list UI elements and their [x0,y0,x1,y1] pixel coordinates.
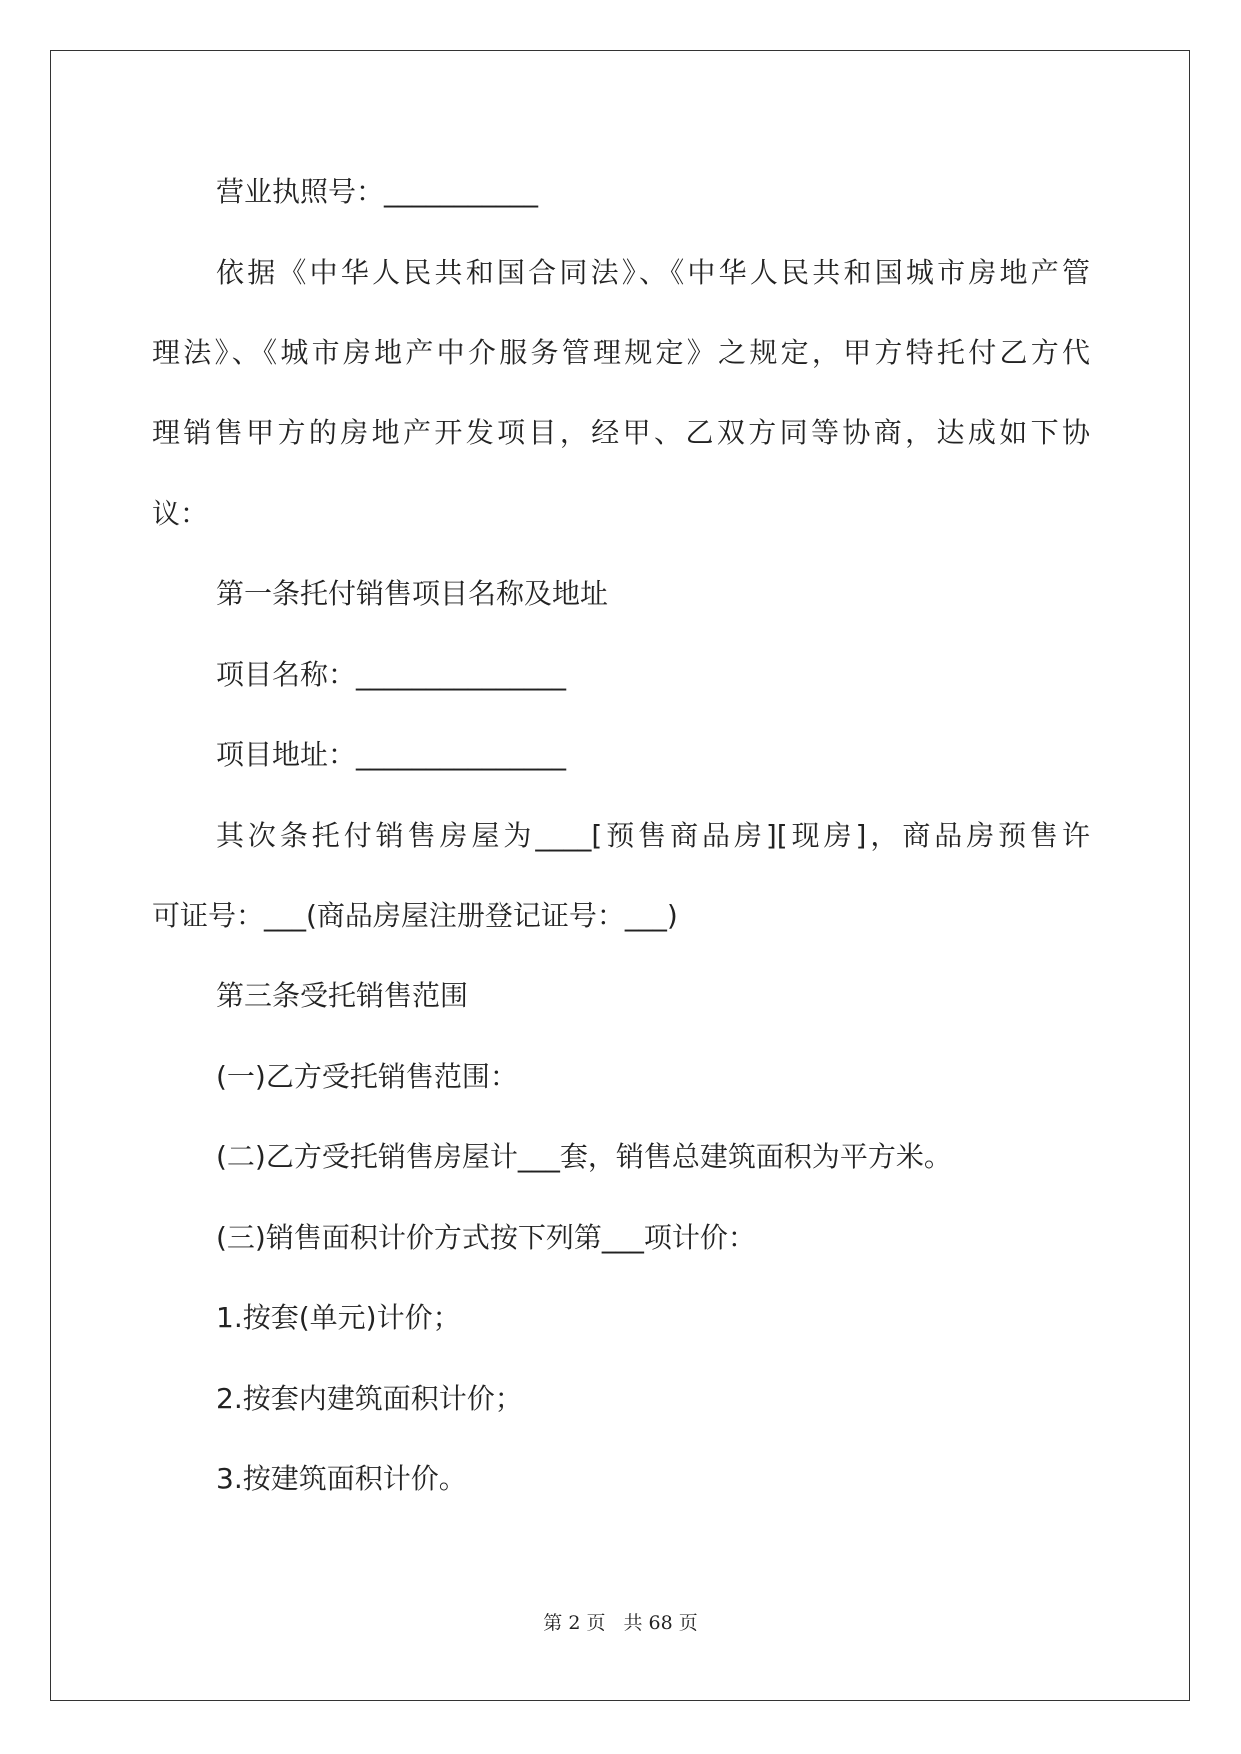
project-name-line: 项目名称：_______________ [216,658,567,691]
article-3-heading: 第三条受托销售范围 [216,979,469,1012]
article-3-item-1: (一)乙方受托销售范围： [216,1060,518,1093]
page-footer [0,1608,1241,1635]
article-1-heading: 第一条托付销售项目名称及地址 [216,577,609,610]
page-border [50,50,1190,1701]
paragraph-legal-basis-line-4: 议： [152,497,209,530]
article-3-item-3: (三)销售面积计价方式按下列第___项计价： [216,1221,756,1254]
article-2-line-2: 可证号：___(商品房屋注册登记证号：___) [152,899,678,932]
paragraph-legal-basis-line-2: 理法》、《城市房地产中介服务管理规定》之规定，甲方特托付乙方代 [152,336,1090,369]
paragraph-legal-basis-line-1: 依据《中华人民共和国合同法》、《中华人民共和国城市房地产管 [216,256,1090,289]
business-license-line: 营业执照号：___________ [216,175,539,208]
pricing-option-1: 1.按套(单元)计价； [216,1301,461,1334]
paragraph-legal-basis-line-3: 理销售甲方的房地产开发项目，经甲、乙双方同等协商，达成如下协 [152,416,1090,449]
article-3-item-2: (二)乙方受托销售房屋计___套，销售总建筑面积为平方米。 [216,1140,952,1173]
page-total: 共 68 页 [623,1612,698,1634]
pricing-option-2: 2.按套内建筑面积计价； [216,1382,523,1415]
article-2-line-1: 其次条托付销售房屋为____[预售商品房][现房]，商品房预售许 [216,819,1090,852]
project-address-line: 项目地址：_______________ [216,738,567,771]
page-number: 第 2 页 [543,1612,606,1634]
pricing-option-3: 3.按建筑面积计价。 [216,1462,467,1495]
